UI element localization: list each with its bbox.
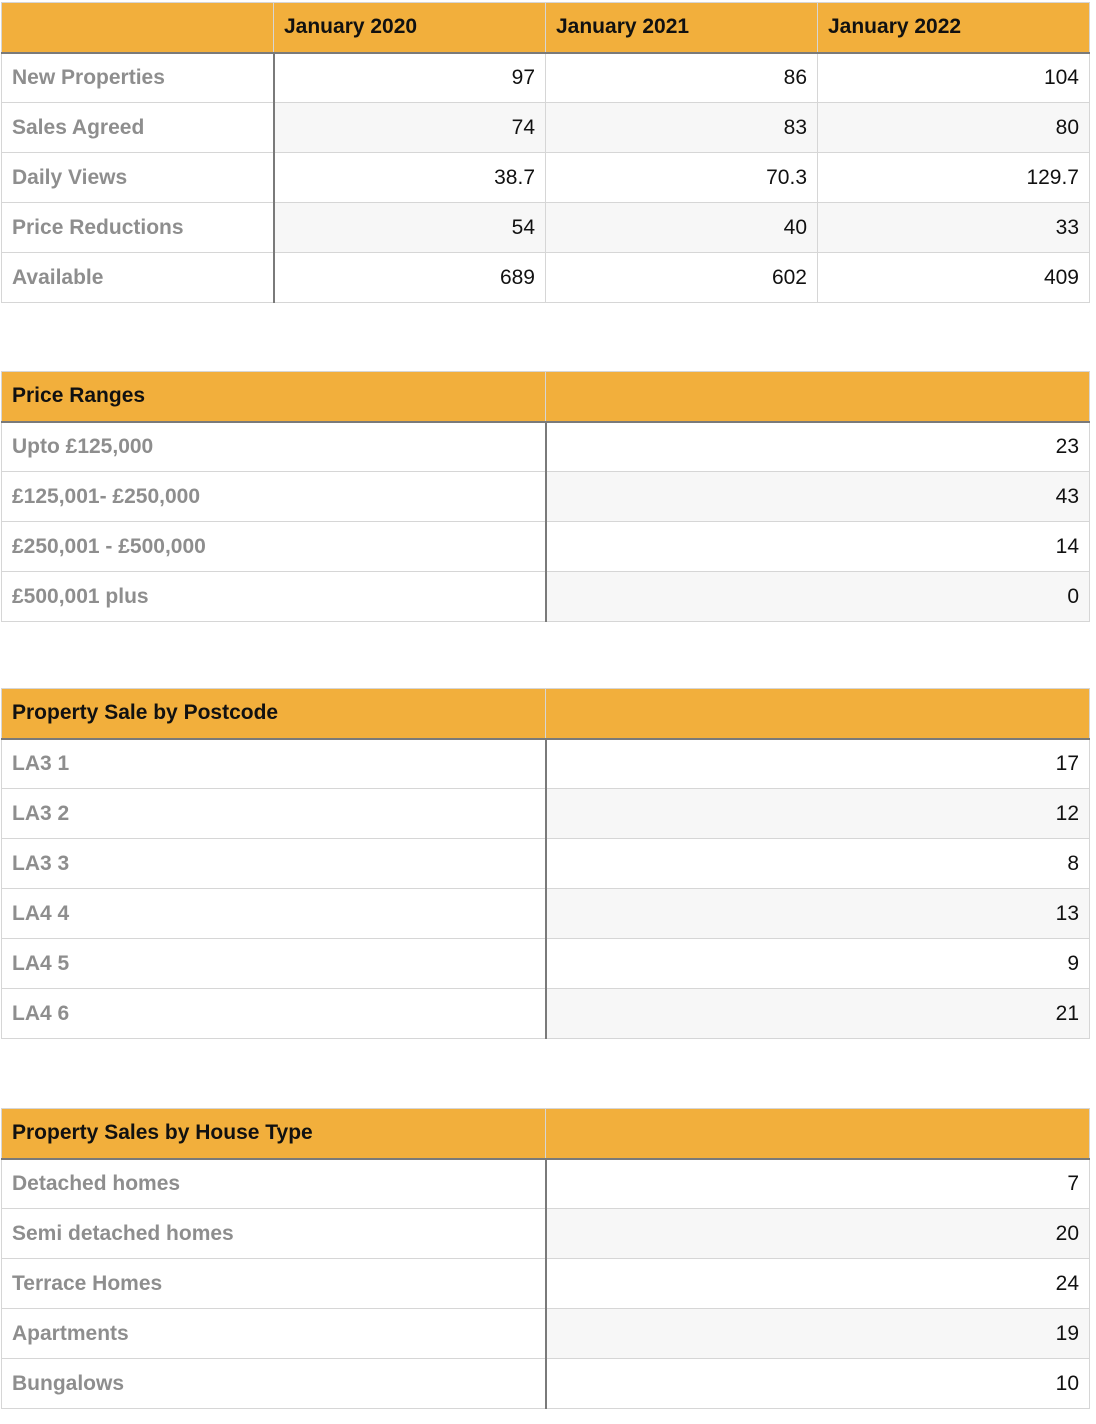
overview-table bbox=[1, 2, 1090, 303]
column-header-january-2021: January 2021 bbox=[546, 3, 818, 53]
table-row bbox=[2, 839, 1090, 889]
table-header-row bbox=[2, 372, 1090, 422]
cell-value: 40 bbox=[546, 203, 818, 253]
table-row bbox=[2, 472, 1090, 522]
cell-value: 24 bbox=[546, 1259, 1090, 1309]
table-row bbox=[2, 572, 1090, 622]
column-header-january-2020: January 2020 bbox=[274, 3, 546, 53]
cell-value: 80 bbox=[818, 103, 1090, 153]
table-row bbox=[2, 422, 1090, 472]
row-label: Daily Views bbox=[2, 153, 274, 203]
cell-value: 12 bbox=[546, 789, 1090, 839]
table-row bbox=[2, 103, 1090, 153]
column-header-blank bbox=[2, 3, 274, 53]
row-label: LA4 6 bbox=[2, 989, 546, 1039]
row-label: Available bbox=[2, 253, 274, 303]
cell-value: 19 bbox=[546, 1309, 1090, 1359]
cell-value: 74 bbox=[274, 103, 546, 153]
row-label: £500,001 plus bbox=[2, 572, 546, 622]
table-header-row bbox=[2, 1109, 1090, 1159]
cell-value: 7 bbox=[546, 1159, 1090, 1209]
row-label: LA4 4 bbox=[2, 889, 546, 939]
table-row bbox=[2, 1159, 1090, 1209]
table-row bbox=[2, 522, 1090, 572]
row-label: New Properties bbox=[2, 53, 274, 103]
cell-value: 129.7 bbox=[818, 153, 1090, 203]
postcode-table bbox=[1, 688, 1090, 1039]
table-title: Property Sale by Postcode bbox=[2, 689, 546, 739]
cell-value: 97 bbox=[274, 53, 546, 103]
cell-value: 43 bbox=[546, 472, 1090, 522]
table-title: Property Sales by House Type bbox=[2, 1109, 546, 1159]
table-row bbox=[2, 1359, 1090, 1409]
cell-value: 33 bbox=[818, 203, 1090, 253]
cell-value: 13 bbox=[546, 889, 1090, 939]
table-header-row bbox=[2, 3, 1090, 53]
cell-value: 409 bbox=[818, 253, 1090, 303]
cell-value: 14 bbox=[546, 522, 1090, 572]
table-row bbox=[2, 153, 1090, 203]
row-label: Apartments bbox=[2, 1309, 546, 1359]
row-label: Terrace Homes bbox=[2, 1259, 546, 1309]
row-label: £125,001- £250,000 bbox=[2, 472, 546, 522]
price-ranges-table bbox=[1, 371, 1090, 622]
row-label: Detached homes bbox=[2, 1159, 546, 1209]
cell-value: 0 bbox=[546, 572, 1090, 622]
house-type-table bbox=[1, 1108, 1090, 1409]
column-header-blank bbox=[546, 1109, 1090, 1159]
row-label: LA3 3 bbox=[2, 839, 546, 889]
row-label: Bungalows bbox=[2, 1359, 546, 1409]
cell-value: 104 bbox=[818, 53, 1090, 103]
cell-value: 83 bbox=[546, 103, 818, 153]
cell-value: 689 bbox=[274, 253, 546, 303]
column-header-january-2022: January 2022 bbox=[818, 3, 1090, 53]
table-row bbox=[2, 253, 1090, 303]
cell-value: 10 bbox=[546, 1359, 1090, 1409]
column-header-blank bbox=[546, 689, 1090, 739]
table-row bbox=[2, 53, 1090, 103]
row-label: Semi detached homes bbox=[2, 1209, 546, 1259]
table-row bbox=[2, 1259, 1090, 1309]
row-label: Upto £125,000 bbox=[2, 422, 546, 472]
row-label: LA3 1 bbox=[2, 739, 546, 789]
cell-value: 23 bbox=[546, 422, 1090, 472]
row-label: LA3 2 bbox=[2, 789, 546, 839]
cell-value: 86 bbox=[546, 53, 818, 103]
cell-value: 70.3 bbox=[546, 153, 818, 203]
table-row bbox=[2, 203, 1090, 253]
table-row bbox=[2, 789, 1090, 839]
row-label: Price Reductions bbox=[2, 203, 274, 253]
table-title: Price Ranges bbox=[2, 372, 546, 422]
table-row bbox=[2, 989, 1090, 1039]
cell-value: 602 bbox=[546, 253, 818, 303]
table-row bbox=[2, 939, 1090, 989]
row-label: £250,001 - £500,000 bbox=[2, 522, 546, 572]
cell-value: 20 bbox=[546, 1209, 1090, 1259]
row-label: LA4 5 bbox=[2, 939, 546, 989]
table-header-row bbox=[2, 689, 1090, 739]
table-row bbox=[2, 1309, 1090, 1359]
cell-value: 21 bbox=[546, 989, 1090, 1039]
table-row bbox=[2, 1209, 1090, 1259]
table-row bbox=[2, 739, 1090, 789]
cell-value: 17 bbox=[546, 739, 1090, 789]
row-label: Sales Agreed bbox=[2, 103, 274, 153]
cell-value: 38.7 bbox=[274, 153, 546, 203]
cell-value: 9 bbox=[546, 939, 1090, 989]
cell-value: 54 bbox=[274, 203, 546, 253]
table-row bbox=[2, 889, 1090, 939]
column-header-blank bbox=[546, 372, 1090, 422]
cell-value: 8 bbox=[546, 839, 1090, 889]
